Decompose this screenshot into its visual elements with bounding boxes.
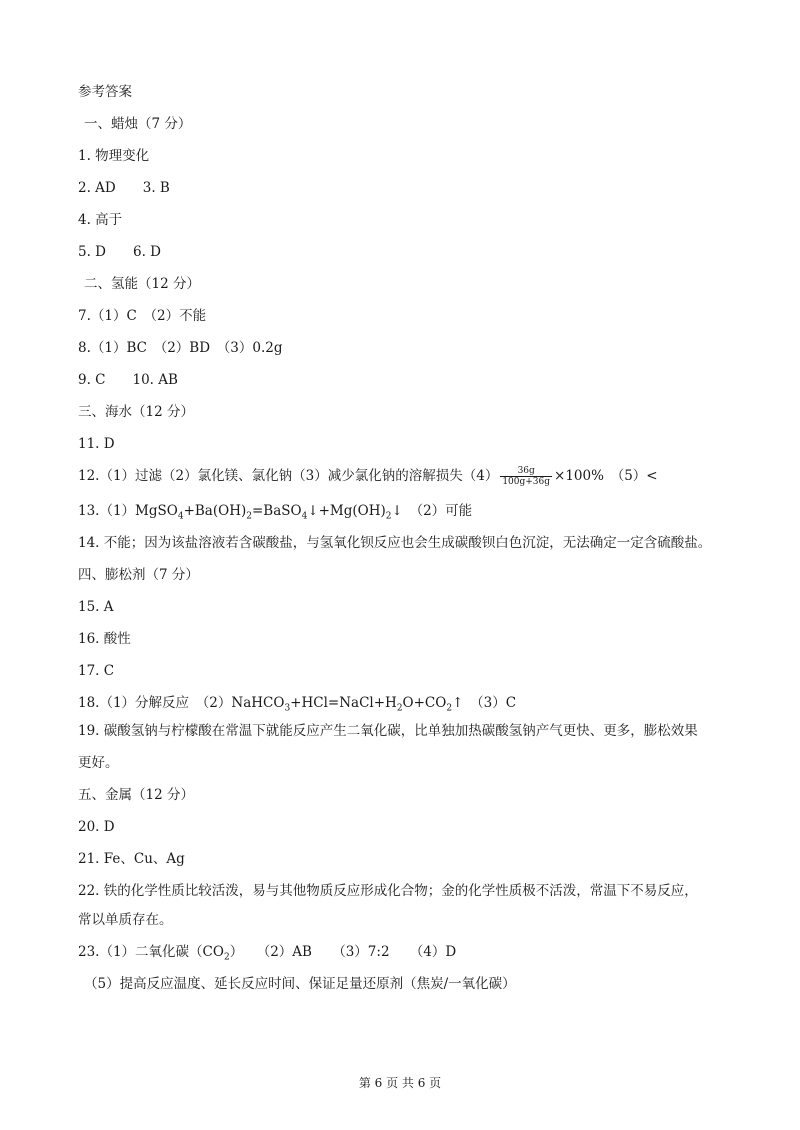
equation-part: O+CO [402, 695, 447, 711]
answer-line: 11. D [78, 436, 115, 452]
answer-line-23 [78, 943, 456, 967]
answer-line: 1. 物理变化 [78, 148, 150, 164]
answer-line: （5）提高反应温度、延长反应时间、保证足量还原剂（焦炭/一氧化碳） [84, 976, 516, 992]
fraction-denominator: 100g+36g [502, 477, 551, 487]
page-footer: 第 6 页 共 6 页 [358, 1076, 442, 1090]
answer-line: 22. 铁的化学性质比较活泼，易与其他物质反应形成化合物；金的化学性质极不活泼，常温下不易反应， [78, 883, 698, 899]
equation-part: ↓+Mg(OH) [307, 503, 386, 519]
answer-line: 4. 高于 [78, 212, 123, 228]
equation-part: 13.（1）MgSO [78, 503, 178, 519]
answer-line: 更好。 [78, 755, 119, 771]
answer-part: 23.（1）二氧化碳（CO [78, 944, 224, 960]
equation-part: ↓ （2）可能 [391, 503, 473, 519]
answer-line: 2. AD 3. B [78, 180, 170, 196]
equation-part: ↑ （3）C [452, 695, 517, 711]
answer-line-18 [78, 694, 516, 718]
section-heading: 三、海水（12 分） [78, 404, 194, 420]
equation-part: 18.（1）分解反应 （2）NaHCO [78, 695, 285, 711]
q12-tail: ×100% （5）< [554, 468, 658, 484]
section-heading: 二、氢能（12 分） [84, 276, 200, 292]
subscript: 2 [385, 511, 392, 522]
answer-line: 16. 酸性 [78, 631, 131, 647]
answer-line-13 [78, 502, 472, 526]
answer-line-12 [78, 466, 658, 487]
section-heading: 四、膨松剂（7 分） [78, 567, 199, 583]
subscript: 4 [301, 511, 308, 522]
answer-line: 14. 不能；因为该盐溶液若含碳酸盐，与氢氧化钡反应也会生成碳酸钡白色沉淀，无法确定一定含硫酸盐。 [78, 535, 712, 551]
subscript: 4 [177, 511, 184, 522]
fraction [500, 466, 552, 487]
page-title: 参考答案 [78, 84, 132, 100]
subscript: 2 [446, 703, 453, 714]
answer-line: 8.（1）BC （2）BD （3）0.2g [78, 340, 283, 356]
answer-line: 17. C [78, 663, 115, 679]
subscript: 2 [223, 952, 230, 963]
answer-line: 15. A [78, 599, 114, 615]
answer-part: ） （2）AB （3）7:2 （4）D [229, 944, 457, 960]
answer-line: 9. C 10. AB [78, 372, 178, 388]
answer-line: 5. D 6. D [78, 244, 161, 260]
subscript: 2 [246, 511, 252, 522]
q12-text: 12.（1）过滤（2）氯化镁、氯化钠（3）减少氯化钠的溶解损失（4） [78, 468, 499, 484]
subscript: 2 [396, 703, 403, 714]
answer-line: 19. 碳酸氢钠与柠檬酸在常温下就能反应产生二氧化碳，比单独加热碳酸氢钠产气更快、更多，膨松效果 [78, 723, 698, 739]
equation-part: +HCl=NaCl+H [290, 695, 397, 711]
subscript: 3 [284, 703, 291, 714]
answer-line: 20. D [78, 819, 115, 835]
answer-line: 21. Fe、Cu、Ag [78, 851, 185, 867]
fraction-numerator: 36g [500, 466, 552, 477]
answer-line: 7.（1）C （2）不能 [78, 308, 207, 324]
equation-part: +Ba(OH) [183, 503, 247, 519]
answer-line: 常以单质存在。 [78, 912, 173, 928]
section-heading: 一、蜡烛（7 分） [84, 116, 192, 132]
section-heading: 五、金属（12 分） [78, 787, 194, 803]
equation-part: =BaSO [251, 503, 302, 519]
